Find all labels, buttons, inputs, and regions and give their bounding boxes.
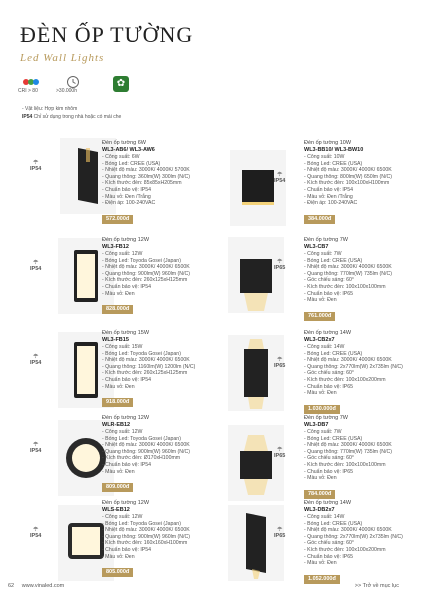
ip-rating-badge xyxy=(274,447,285,459)
product-info xyxy=(102,500,190,578)
spec-line: - Góc chiếu sáng: 60° xyxy=(304,370,354,377)
spec-line: - Nhiệt độ màu: 3000K/ 4000K/ 5700K xyxy=(102,167,190,174)
product-info xyxy=(304,237,392,322)
ip-rating-badge xyxy=(30,260,41,272)
spec-line: - Công suất: 14W xyxy=(304,344,345,350)
note-ip54-text: Chỉ sử dụng trong nhà hoặc có mái che xyxy=(32,113,122,120)
spec-line: - Nhiệt độ màu: 3000K/ 4000K/ 6500K xyxy=(304,442,392,449)
product-info xyxy=(304,415,392,500)
umbrella-icon: ☂ xyxy=(276,357,283,363)
product-name: Đèn ốp tường 6W xyxy=(102,140,146,146)
product-info xyxy=(102,140,190,225)
product-code: WL3-CB2x7 xyxy=(304,337,335,343)
spec-line: - Kích thước đèn: 100x100x100mm xyxy=(304,283,386,290)
spec-line: - Chuẩn bảo vệ: IP65 xyxy=(304,383,354,390)
price-tag: 572.000đ xyxy=(102,215,133,224)
price-tag: 1.030.000đ xyxy=(304,405,340,414)
spec-line: - Bóng Led: CREE (USA) xyxy=(304,257,363,264)
ip-rating: IP65 xyxy=(274,533,286,539)
spec-line: - Nhiệt độ màu: 3000K/ 4000K/ 6500K xyxy=(102,357,190,364)
spec-line: - Kích thước đèn: 160x160xH100mm xyxy=(102,540,188,547)
spec-line: - Nhiệt độ màu: 3000K/ 4000K/ 6500K xyxy=(304,357,392,364)
product-name: Đèn ốp tường 10W xyxy=(304,140,352,146)
spec-line: - Quang thông: 900lm(W) 960lm (N/C) xyxy=(102,448,190,455)
product-name: Đèn ốp tường 14W xyxy=(304,500,352,506)
spec-line: - Màu vỏ: Đen /Trắng xyxy=(304,193,353,200)
product-name: Đèn ốp tường 15W xyxy=(102,330,150,336)
spec-line: - Quang thông: 770lm(W) 735lm (N/C) xyxy=(304,448,392,455)
umbrella-icon: ☂ xyxy=(32,442,39,448)
spec-line: - Điện áp: 100-240VAC xyxy=(304,200,358,207)
spec-line: - Chuẩn bảo vệ: IP65 xyxy=(304,468,354,475)
price-tag: 828.000đ xyxy=(102,305,133,314)
spec-line: - Quang thông: 800lm(W) 650lm (N/C) xyxy=(304,173,392,180)
ip-rating-badge xyxy=(274,357,285,369)
ip-rating: IP54 xyxy=(30,448,42,454)
website-link[interactable]: www.vinaled.com xyxy=(21,583,65,589)
price-tag: 384.000đ xyxy=(304,215,335,224)
page-title: ĐÈN ỐP TƯỜNG xyxy=(20,22,194,47)
product-info xyxy=(304,330,403,415)
spec-list xyxy=(304,344,403,397)
spec-line: - Quang thông: 900lm(W) 960lm (N/C) xyxy=(102,533,190,540)
product-name: Đèn ốp tường 14W xyxy=(304,330,352,336)
spec-line: - Màu vỏ: Đen xyxy=(304,560,337,567)
product-code: WL3-AB6/ WL3-AW6 xyxy=(102,147,155,153)
product-name: Đèn ốp tường 12W xyxy=(102,415,150,421)
product-image xyxy=(230,150,286,226)
note-ip54-label: IP54 xyxy=(22,113,33,120)
spec-line: - Bóng Led: CREE (USA) xyxy=(304,435,363,442)
ip-rating-badge xyxy=(30,160,41,172)
product-code: WL3-FB15 xyxy=(102,337,129,343)
spec-line: - Nhiệt độ màu: 3000K/ 4000K/ 6500K xyxy=(102,527,190,534)
spec-line: - Công suất: 12W xyxy=(102,251,143,257)
ip-rating-badge xyxy=(274,527,285,539)
lifetime-icon xyxy=(62,75,84,89)
product-code: WL3-CB7 xyxy=(304,244,329,250)
spec-list xyxy=(102,154,190,207)
spec-list xyxy=(304,154,392,207)
spec-line: - Góc chiếu sáng: 60° xyxy=(304,540,354,547)
product-image xyxy=(228,237,284,313)
spec-line: - Bóng Led: Toyoda Gosei (Japan) xyxy=(102,435,181,442)
note-ip54 xyxy=(22,114,121,122)
price-tag: 918.000đ xyxy=(102,398,133,407)
spec-line: - Màu vỏ: Đen xyxy=(102,290,135,297)
footer xyxy=(8,583,64,589)
product-code: WL3-FB12 xyxy=(102,244,129,250)
spec-line: - Màu vỏ: Đen xyxy=(304,297,337,304)
spec-line: - Bóng Led: CREE (USA) xyxy=(304,350,363,357)
price-tag: 809.000đ xyxy=(102,483,133,492)
spec-line: - Kích thước đèn: 100x100x100mm xyxy=(304,461,386,468)
spec-list xyxy=(102,251,190,297)
spec-line: - Kích thước đèn: 260x125xH125mm xyxy=(102,370,188,377)
back-to-index-link[interactable]: >> Trở về mục lục xyxy=(354,583,399,589)
spec-list xyxy=(102,429,190,475)
spec-line: - Quang thông: 900lm(W) 960lm (N/C) xyxy=(102,270,190,277)
ip-rating: IP54 xyxy=(30,166,42,172)
spec-line: - Quang thông: 360lm(W) 300lm (N/C) xyxy=(102,173,190,180)
spec-line: - Chuẩn bảo vệ: IP54 xyxy=(102,546,152,553)
spec-line: - Quang thông: 2x770lm(W) 2x735lm (N/C) xyxy=(304,363,403,370)
lifetime-label: >30.000h xyxy=(56,88,77,94)
page-number: 62 xyxy=(8,583,15,589)
product-info xyxy=(102,415,190,493)
spec-line: - Màu vỏ: Đen xyxy=(304,390,337,397)
spec-line: - Quang thông: 770lm(W) 735lm (N/C) xyxy=(304,270,392,277)
spec-list xyxy=(102,344,195,390)
spec-list xyxy=(102,514,190,560)
product-info xyxy=(304,500,403,585)
spec-line: - Kích thước đèn: 260x125xH125mm xyxy=(102,277,188,284)
spec-line: - Kích thước đèn: Ø170xH100mm xyxy=(102,455,181,462)
spec-line: - Công suất: 10W xyxy=(304,154,345,160)
spec-line: - Công suất: 12W xyxy=(102,429,143,435)
spec-line: - Công suất: 7W xyxy=(304,429,342,435)
spec-line: - Chuẩn bảo vệ: IP65 xyxy=(304,553,354,560)
spec-line: - Chuẩn bảo vệ: IP65 xyxy=(304,290,354,297)
spec-line: - Bóng Led: CREE (USA) xyxy=(102,160,161,167)
product-info xyxy=(304,140,392,225)
product-image xyxy=(228,425,284,501)
eco-leaf-icon: ✿ xyxy=(113,76,129,92)
umbrella-icon: ☂ xyxy=(32,160,39,166)
product-code: WL3-DB2x7 xyxy=(304,507,335,513)
spec-line: - Góc chiếu sáng: 60° xyxy=(304,455,354,462)
spec-line: - Công suất: 6W xyxy=(102,154,140,160)
note-material: - Vật liệu: Hợp kim nhôm xyxy=(22,106,78,112)
umbrella-icon: ☂ xyxy=(276,172,283,178)
spec-line: - Kích thước đèn: 100x100x200mm xyxy=(304,546,386,553)
product-image xyxy=(228,335,284,411)
ip-rating: IP54 xyxy=(274,178,286,184)
spec-line: - Bóng Led: Toyoda Gosei (Japan) xyxy=(102,257,181,264)
cri-icon xyxy=(22,75,44,89)
spec-line: - Chuẩn bảo vệ: IP54 xyxy=(102,461,152,468)
spec-line: - Góc chiếu sáng: 60° xyxy=(304,277,354,284)
umbrella-icon: ☂ xyxy=(276,259,283,265)
umbrella-icon: ☂ xyxy=(276,527,283,533)
spec-line: - Màu vỏ: Đen xyxy=(304,475,337,482)
spec-line: - Công suất: 7W xyxy=(304,251,342,257)
spec-line: - Chuẩn bảo vệ: IP54 xyxy=(304,186,354,193)
spec-line: - Công suất: 14W xyxy=(304,514,345,520)
spec-line: - Bóng Led: CREE (USA) xyxy=(304,520,363,527)
umbrella-icon: ☂ xyxy=(32,260,39,266)
spec-line: - Bóng Led: Toyoda Gosei (Japan) xyxy=(102,520,181,527)
umbrella-icon: ☂ xyxy=(32,354,39,360)
price-tag: 784.000đ xyxy=(304,490,335,499)
ip-rating-badge xyxy=(30,354,41,366)
spec-list xyxy=(304,429,392,482)
product-code: WLS-EB12 xyxy=(102,507,130,513)
spec-line: - Chuẩn bảo vệ: IP54 xyxy=(102,283,152,290)
price-tag: 761.000đ xyxy=(304,312,335,321)
product-name: Đèn ốp tường 7W xyxy=(304,237,348,243)
spec-line: - Nhiệt độ màu: 3000K/ 4000K/ 6500K xyxy=(304,167,392,174)
ip-rating: IP65 xyxy=(274,453,286,459)
spec-line: - Nhiệt độ màu: 3000K/ 4000K/ 6500K xyxy=(102,264,190,271)
spec-line: - Kích thước đèn: 100x100x200mm xyxy=(304,376,386,383)
product-code: WL3-DB7 xyxy=(304,422,329,428)
page-notes xyxy=(22,106,121,121)
cri-label: CRI > 80 xyxy=(18,88,38,94)
product-info xyxy=(102,330,195,408)
product-code: WLR-EB12 xyxy=(102,422,131,428)
spec-line: - Nhiệt độ màu: 3000K/ 4000K/ 6500K xyxy=(304,264,392,271)
price-tag: 805.000đ xyxy=(102,568,133,577)
product-info xyxy=(102,237,190,315)
umbrella-icon: ☂ xyxy=(32,527,39,533)
product-code: WL3-BB10/ WL3-BW10 xyxy=(304,147,364,153)
ip-rating-badge xyxy=(274,172,285,184)
ip-rating: IP54 xyxy=(30,533,42,539)
umbrella-icon: ☂ xyxy=(276,447,283,453)
page-subtitle: Led Wall Lights xyxy=(20,52,105,64)
spec-line: - Quang thông: 1160lm(W) 1200lm (N/C) xyxy=(102,363,196,370)
spec-line: - Chuẩn bảo vệ: IP54 xyxy=(102,376,152,383)
spec-line: - Kích thước đèn: 85x85xH205mm xyxy=(102,180,182,187)
spec-line: - Bóng Led: CREE (USA) xyxy=(304,160,363,167)
ip-rating: IP65 xyxy=(274,363,286,369)
product-name: Đèn ốp tường 12W xyxy=(102,237,150,243)
spec-line: - Chuẩn bảo vệ: IP54 xyxy=(102,186,152,193)
spec-line: - Nhiệt độ màu: 3000K/ 4000K/ 6500K xyxy=(304,527,392,534)
spec-line: - Màu vỏ: Đen xyxy=(102,468,135,475)
product-name: Đèn ốp tường 7W xyxy=(304,415,348,421)
ip-rating: IP54 xyxy=(30,266,42,272)
spec-line: - Điện áp: 100-240VAC xyxy=(102,200,156,207)
spec-line: - Kích thước đèn: 100x100xH100mm xyxy=(304,180,390,187)
spec-line: - Công suất: 12W xyxy=(102,514,143,520)
spec-line: - Bóng Led: Toyoda Gosei (Japan) xyxy=(102,350,181,357)
price-tag: 1.052.000đ xyxy=(304,575,340,584)
spec-line: - Nhiệt độ màu: 3000K/ 4000K/ 6500K xyxy=(102,442,190,449)
spec-line: - Quang thông: 2x770lm(W) 2x735lm (N/C) xyxy=(304,533,403,540)
product-name: Đèn ốp tường 12W xyxy=(102,500,150,506)
spec-line: - Màu vỏ: Đen xyxy=(102,383,135,390)
ip-rating: IP65 xyxy=(274,265,286,271)
ip-rating-badge xyxy=(30,527,41,539)
ip-rating-badge xyxy=(274,259,285,271)
spec-line: - Công suất: 15W xyxy=(102,344,143,350)
spec-line: - Màu vỏ: Đen /Trắng xyxy=(102,193,151,200)
spec-list xyxy=(304,251,392,304)
ip-rating: IP54 xyxy=(30,360,42,366)
spec-line: - Màu vỏ: Đen xyxy=(102,553,135,560)
spec-list xyxy=(304,514,403,567)
product-image xyxy=(228,505,284,581)
ip-rating-badge xyxy=(30,442,41,454)
